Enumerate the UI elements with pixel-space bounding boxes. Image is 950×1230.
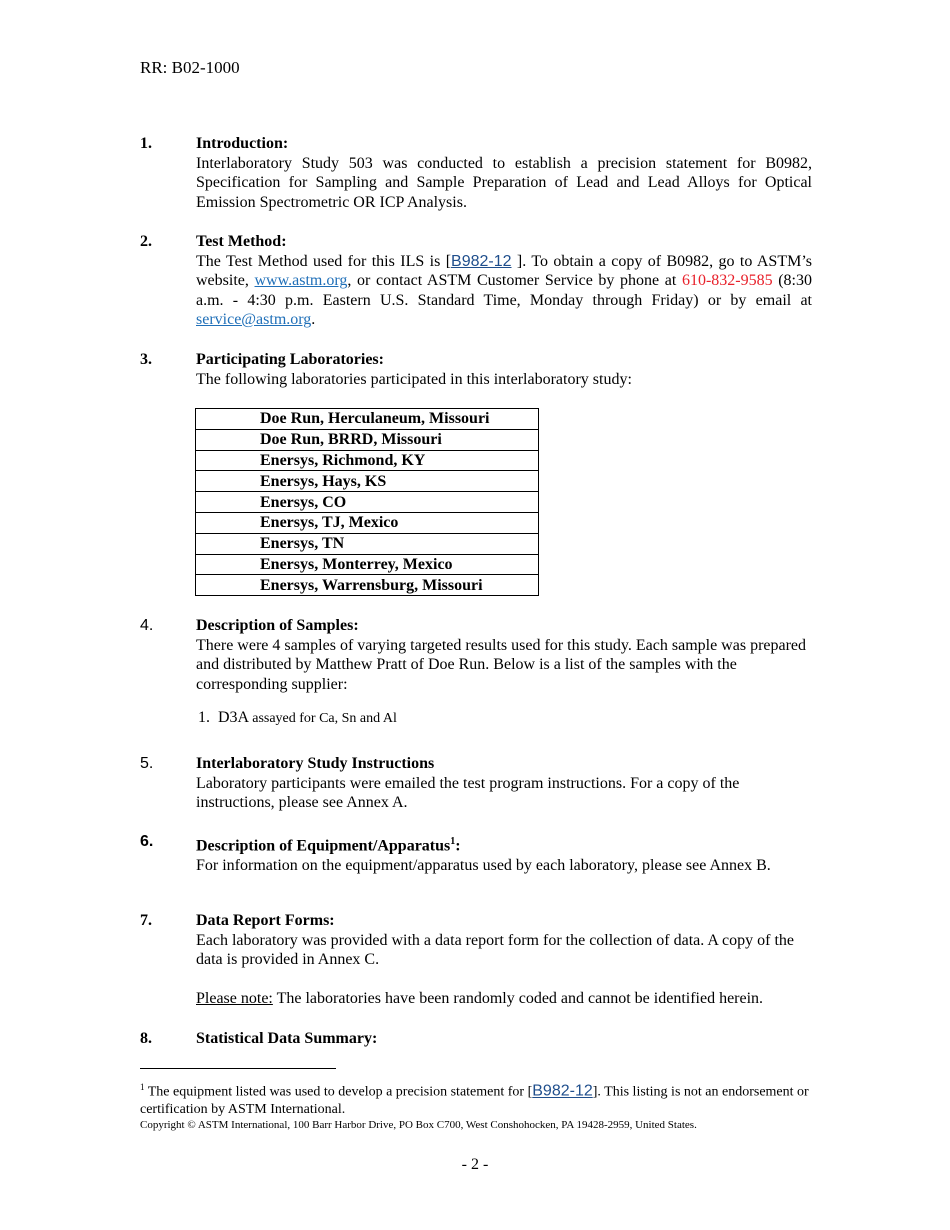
section-title: Test Method: [196,233,287,250]
section-title: Description of Equipment/Apparatus$^1$: [196,836,461,855]
section-number: 5. [140,755,154,772]
section-test-method [140,232,812,330]
lab-name-cell: Enersys, CO [196,492,539,513]
section-data-report-forms [140,911,812,1008]
footnote: $^1$ The equipment listed was used to develop a precision statement for [B982-12]. This listing is not an endorsement or certification by ASTM International. [140,1082,809,1117]
email-link[interactable]: service@astm.org [196,311,312,328]
lab-name-cell: Enersys, Richmond, KY [196,450,539,471]
section-text: The following laboratories participated in this interlaboratory study: [196,370,632,388]
lab-name-cell: Doe Run, BRRD, Missouri [196,429,539,450]
please-note: Please note: The laboratories have been randomly coded and cannot be identified herein. [196,989,764,1007]
lab-name-cell: Enersys, Warrensburg, Missouri [196,575,539,596]
section-introduction [140,134,812,212]
table-row [196,554,539,575]
table-row [196,429,539,450]
section-text: Each laboratory was provided with a data report form for the collection of data. A copy of the data is provided in Annex C. [196,931,795,968]
lab-name-cell: Enersys, TN [196,533,539,554]
section-number: 3. [140,351,152,368]
table-row [196,492,539,513]
website-link[interactable]: www.astm.org [254,272,348,289]
footnote-marker[interactable]: 1 [450,836,456,847]
section-text: There were 4 samples of varying targeted results used for this study. Each sample was prepared and distributed by Matthew Pratt of Doe Run. Below is a list of the samples with the corresponding supplier: [196,636,807,693]
table-row [196,450,539,471]
table-row [196,533,539,554]
section-number: 1. [140,135,152,152]
section-title: Description of Samples: [196,617,359,634]
footnote-number: 1 [140,1082,145,1092]
section-title: Data Report Forms: [196,912,335,929]
section-statistical-data-summary [140,1029,812,1049]
section-number: 2. [140,233,152,250]
section-number: 4. [140,617,154,634]
document-id-header: RR: B02-1000 [140,58,240,77]
sample-list-item: 1. D3A assayed for Ca, Sn and Al [198,709,397,726]
section-number: 6. [140,833,154,850]
lab-name-cell: Doe Run, Herculaneum, Missouri [196,409,539,430]
table-row [196,512,539,533]
page-number: - 2 - [461,1156,489,1173]
section-text: Laboratory participants were emailed the test program instructions. For a copy of the instructions, please see Annex A. [196,774,740,811]
sample-description: assayed for Ca, Sn and Al [252,711,397,726]
note-label: Please note: [196,989,273,1007]
table-row [196,471,539,492]
section-description-of-samples [140,616,812,729]
table-row [196,409,539,430]
phone-number: 610-832-9585 [681,272,773,289]
section-text: For information on the equipment/apparatus used by each laboratory, please see Annex B. [196,856,771,874]
section-equipment-apparatus [140,832,812,875]
standard-reference-link[interactable]: B982-12 [451,252,512,270]
sample-name: D3A [218,709,249,726]
section-participating-laboratories [140,350,812,389]
section-title: Interlaboratory Study Instructions [196,755,435,772]
lab-name-cell: Enersys, TJ, Mexico [196,512,539,533]
copyright-notice: Copyright © ASTM International, 100 Barr Harbor Drive, PO Box C700, West Conshohocken, PA 19428-2959, United States. [140,1119,697,1131]
footnote-divider [140,1068,336,1069]
section-title: Participating Laboratories: [196,351,384,368]
section-number: 8. [140,1030,152,1047]
lab-name-cell: Enersys, Hays, KS [196,471,539,492]
section-text: The Test Method used for this ILS is [B982-12 ]. To obtain a copy of B0982, go to ASTM’s website, www.astm.org, or contact ASTM Customer Service by phone at 610-832-9585 (8:30 a.m. - 4:30 p.m. Eastern U.S. Standard Time, Monday through Friday) or by email at service@astm.org. [196,252,813,328]
section-title: Introduction: [196,135,289,152]
section-number: 7. [140,912,152,929]
laboratories-table [195,408,539,596]
section-study-instructions [140,754,812,813]
section-title: Statistical Data Summary: [196,1030,378,1047]
standard-reference-link[interactable]: B982-12 [532,1082,593,1100]
lab-name-cell: Enersys, Monterrey, Mexico [196,554,539,575]
table-row [196,575,539,596]
section-text: Interlaboratory Study 503 was conducted to establish a precision statement for B0982, Specification for Sampling and Sample Preparation of Lead and Lead Alloys for Optical Emission Spectrometric OR ICP Analysis. [196,154,812,211]
